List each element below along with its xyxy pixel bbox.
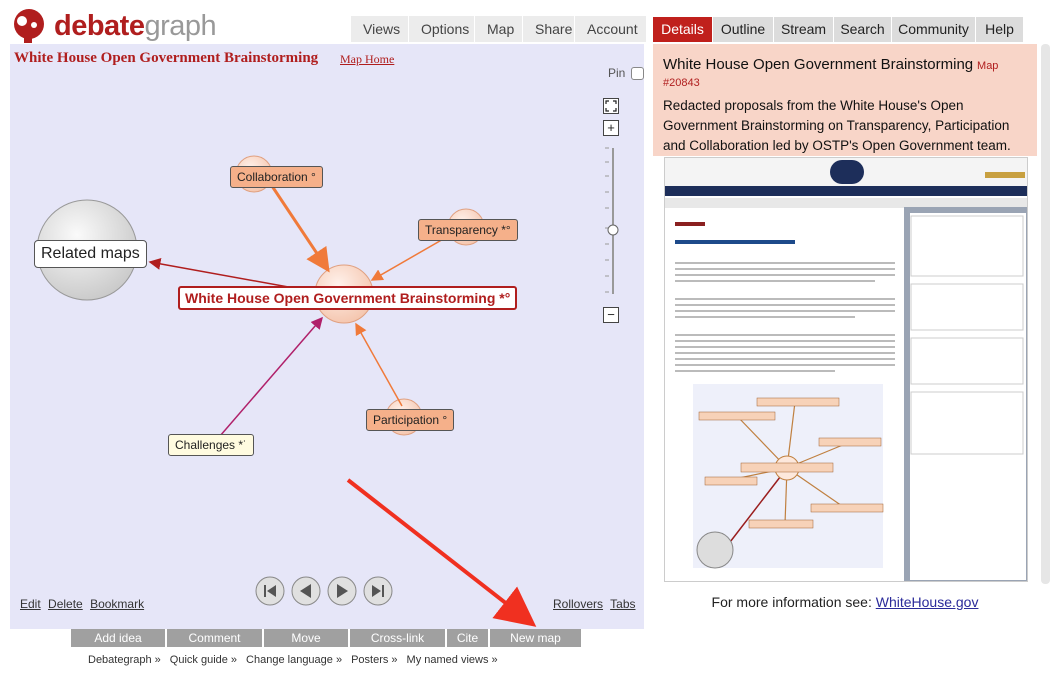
- participation-arrow: [356, 324, 402, 406]
- node-transparency[interactable]: Transparency *°: [418, 219, 518, 241]
- prev-button: [292, 577, 320, 605]
- playback-controls: [254, 574, 396, 608]
- node-center[interactable]: White House Open Government Brainstorming *°: [178, 286, 517, 310]
- nav-account[interactable]: Account: [574, 16, 646, 42]
- bookmark-link[interactable]: Bookmark: [90, 597, 145, 611]
- tab-outline[interactable]: Outline: [713, 17, 774, 42]
- tab-stream[interactable]: Stream: [774, 17, 834, 42]
- whitehouse-page-thumbnail[interactable]: [664, 157, 1028, 582]
- pin-label: Pin: [608, 66, 626, 80]
- tab-search[interactable]: Search: [834, 17, 892, 42]
- tab-help[interactable]: Help: [976, 17, 1024, 42]
- first-button: [256, 577, 284, 605]
- zoom-slider-thumb: [608, 225, 618, 235]
- node-participation[interactable]: Participation °: [366, 409, 454, 431]
- more-info: [653, 594, 1037, 610]
- fullscreen-icon: [604, 99, 618, 113]
- next-button: [328, 577, 356, 605]
- nav-share[interactable]: Share: [522, 16, 574, 42]
- tab-community[interactable]: Community: [892, 17, 976, 42]
- map-graph: [10, 44, 644, 629]
- cite-button[interactable]: Cite: [447, 629, 490, 647]
- right-tabs: [653, 17, 1024, 42]
- footer-quick-guide[interactable]: Quick guide »: [169, 654, 238, 666]
- action-toolbar: [71, 629, 583, 647]
- edit-link[interactable]: Edit: [20, 597, 41, 611]
- map-view-links: [553, 597, 640, 611]
- logo[interactable]: [10, 6, 216, 46]
- details-title: White House Open Government Brainstorming Map #20843: [663, 56, 999, 89]
- footer-named-views[interactable]: My named views »: [406, 654, 498, 666]
- node-related-maps[interactable]: Related maps: [34, 240, 147, 268]
- fullscreen-button[interactable]: [603, 98, 619, 114]
- map-edit-links: [20, 597, 148, 611]
- footer-links: [88, 654, 498, 666]
- tab-details[interactable]: Details: [653, 17, 713, 42]
- details-panel: [653, 44, 1037, 156]
- footer-posters[interactable]: Posters »: [351, 654, 398, 666]
- cross-link-button[interactable]: Cross-link: [350, 629, 447, 647]
- node-challenges[interactable]: Challenges *˙: [168, 434, 254, 456]
- move-button[interactable]: Move: [264, 629, 350, 647]
- top-nav: [350, 16, 646, 42]
- rollovers-link[interactable]: Rollovers: [553, 597, 604, 611]
- more-info-prefix: For more information see:: [711, 594, 872, 610]
- nav-map[interactable]: Map: [474, 16, 522, 42]
- nav-options[interactable]: Options: [408, 16, 474, 42]
- details-description: Redacted proposals from the White House's Open Government Brainstorming on Transparency, Participation and Collaboration led by OSTP's Open Government team.: [663, 98, 1011, 153]
- nav-views[interactable]: Views: [350, 16, 408, 42]
- last-button: [364, 577, 392, 605]
- zoom-in-button[interactable]: +: [603, 120, 619, 136]
- new-map-button[interactable]: New map: [490, 629, 583, 647]
- brand-name: debategraph: [54, 9, 217, 42]
- footer-debategraph[interactable]: Debategraph »: [88, 654, 161, 666]
- debategraph-logo-icon: [10, 7, 48, 45]
- footer-change-language[interactable]: Change language »: [246, 654, 343, 666]
- tabs-link[interactable]: Tabs: [610, 597, 636, 611]
- debate-map-canvas[interactable]: [10, 44, 644, 629]
- zoom-out-button[interactable]: −: [603, 307, 619, 323]
- add-idea-button[interactable]: Add idea: [71, 629, 167, 647]
- node-collaboration[interactable]: Collaboration °: [230, 166, 323, 188]
- map-id: Map #20843: [663, 60, 999, 89]
- delete-link[interactable]: Delete: [48, 597, 83, 611]
- zoom-slider[interactable]: [604, 144, 622, 309]
- map-title: White House Open Government Brainstorming: [14, 50, 319, 66]
- collaboration-arrow: [272, 186, 328, 270]
- challenges-arrow: [220, 318, 322, 436]
- whitehouse-link[interactable]: WhiteHouse.gov: [875, 594, 979, 610]
- details-scrollbar[interactable]: [1041, 44, 1050, 584]
- comment-button[interactable]: Comment: [167, 629, 264, 647]
- map-home-link[interactable]: Map Home: [340, 52, 395, 66]
